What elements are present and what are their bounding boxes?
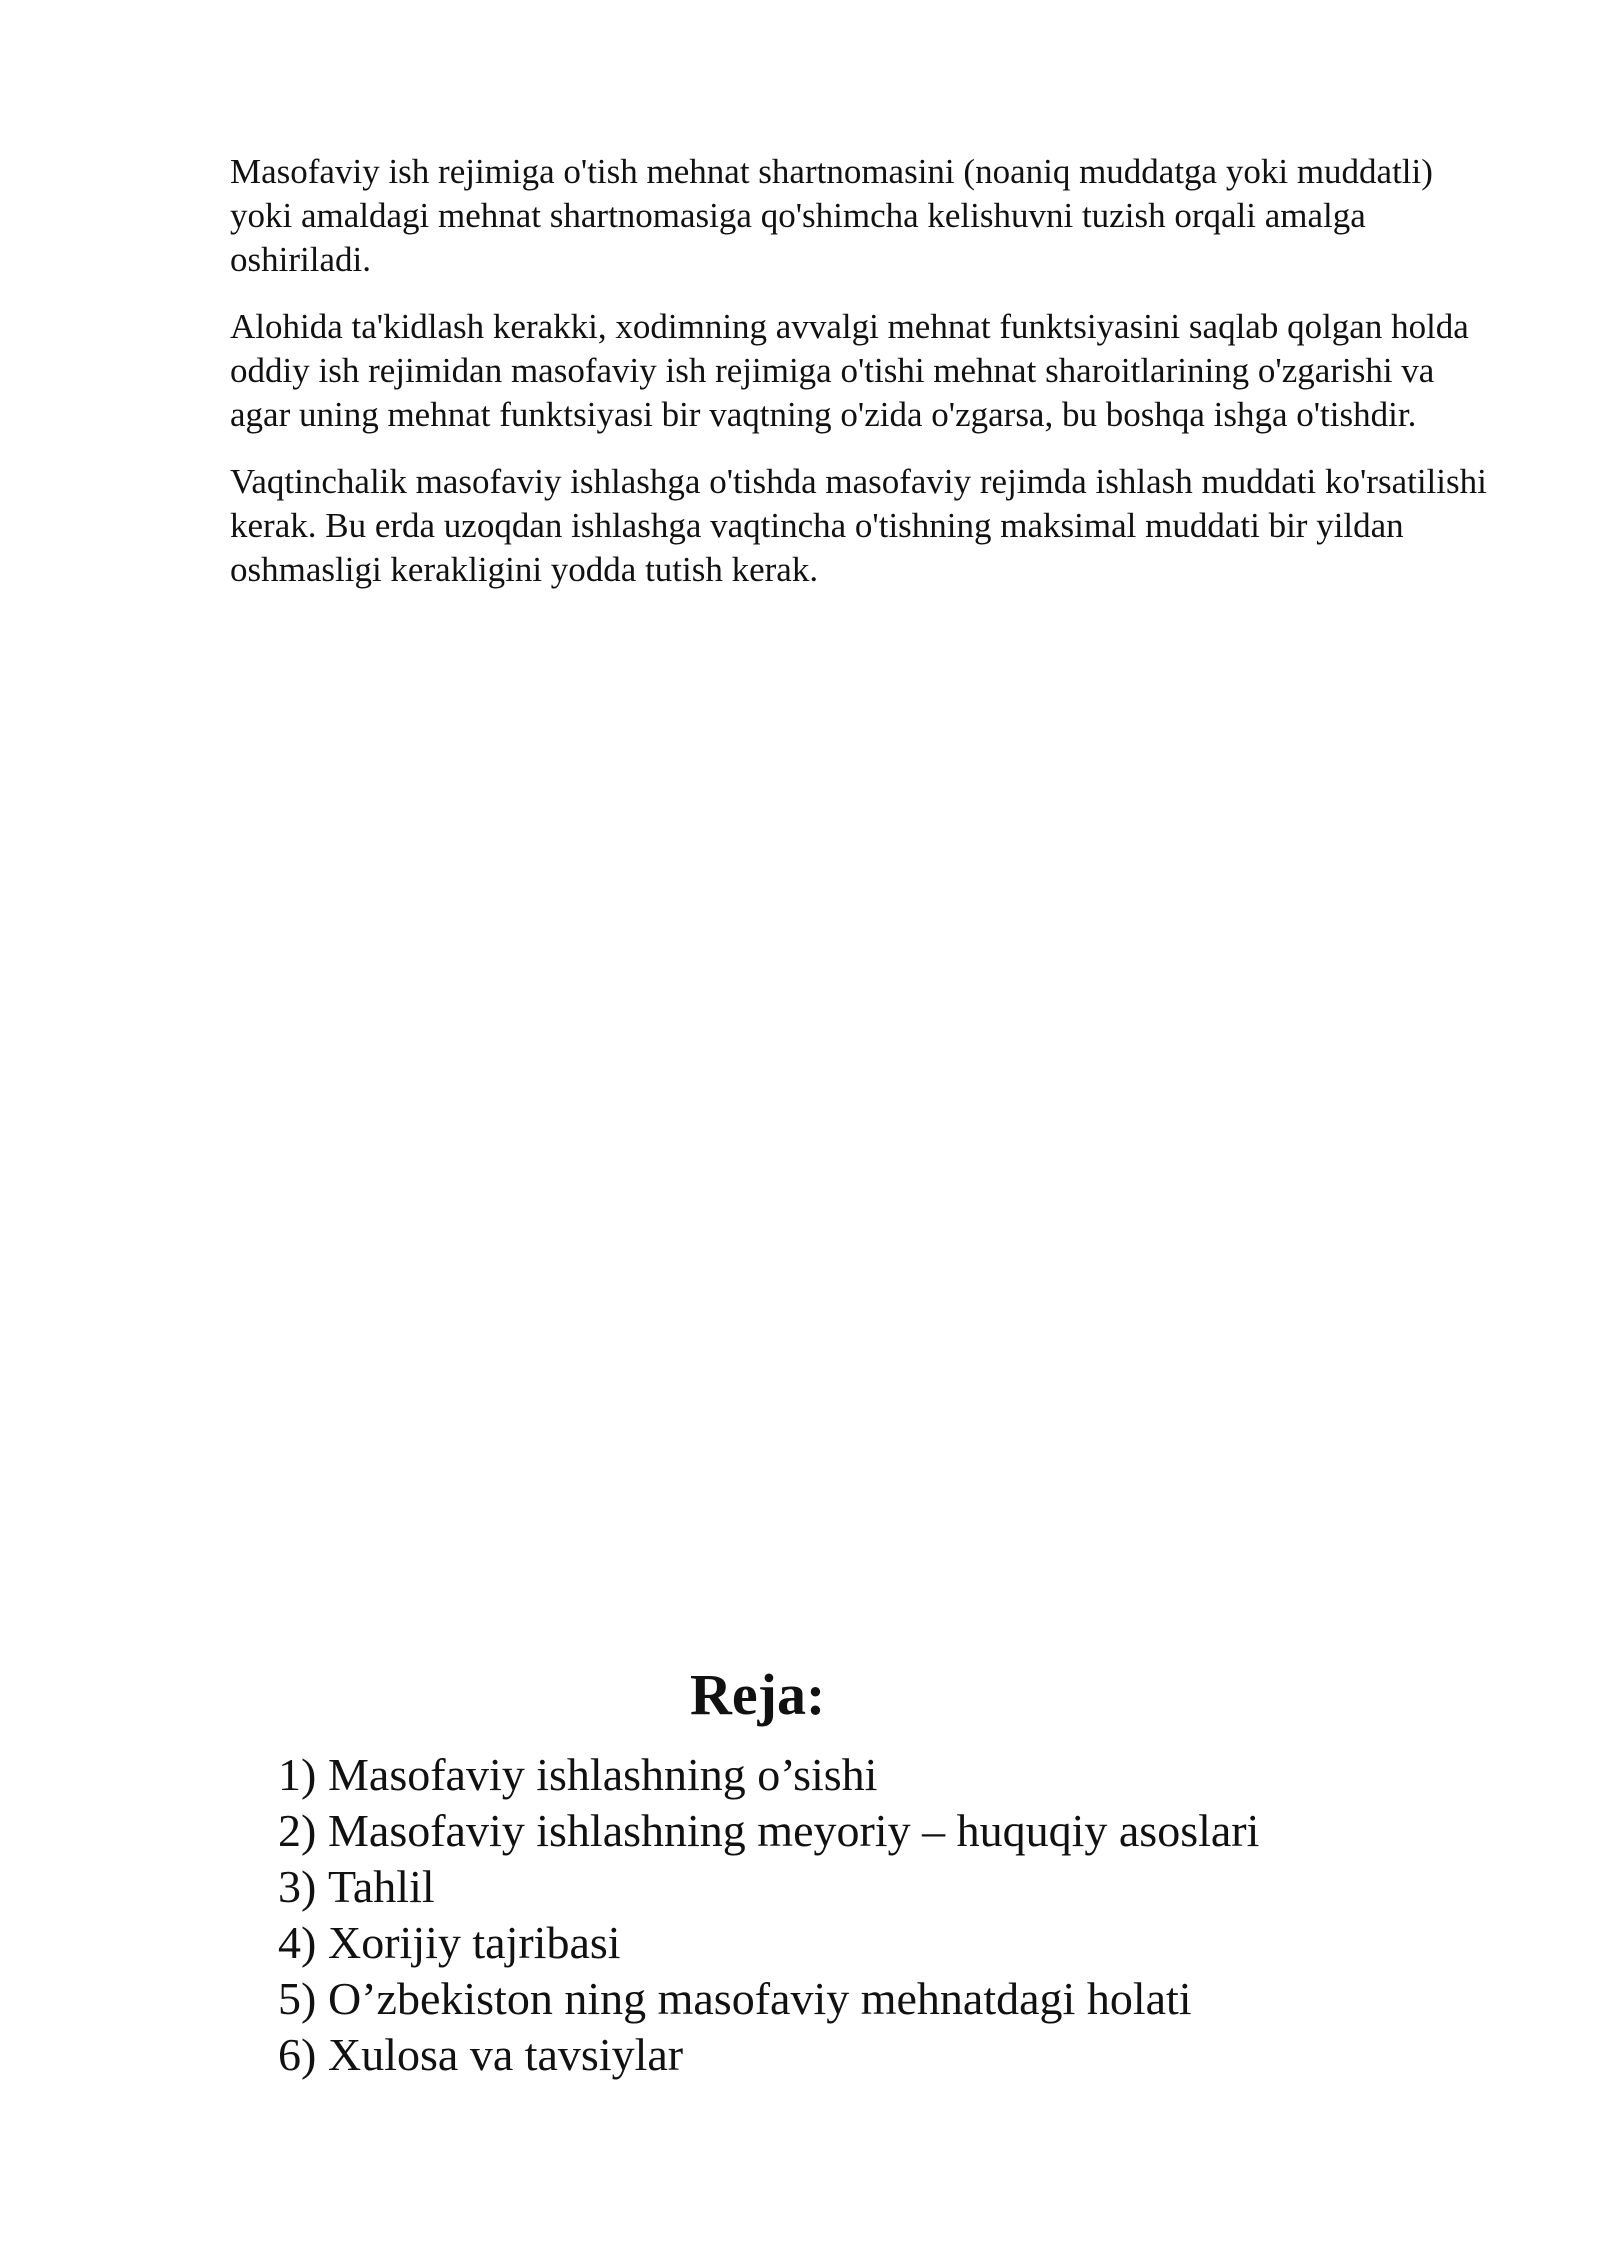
plan-item xyxy=(278,1803,1259,1859)
plan-item xyxy=(278,1859,1259,1915)
plan-item-text: O’zbekiston ning masofaviy mehnatdagi holati xyxy=(328,1973,1192,2024)
paragraph: Vaqtinchalik masofaviy ishlashga o'tishda masofaviy rejimda ishlash muddati ko'rsatilishi kerak. Bu erda uzoqdan ishlashga vaqtincha o'tishning maksimal muddati bir yildan oshmasligi kerakligini yodda tutish kerak. xyxy=(230,462,1487,589)
plan-item xyxy=(278,1971,1259,2027)
plan-item-text: Xulosa va tavsiylar xyxy=(328,2029,684,2080)
plan-item xyxy=(278,2027,1259,2083)
body-text xyxy=(230,150,1490,615)
paragraph: Alohida ta'kidlash kerakki, xodimning avvalgi mehnat funktsiyasini saqlab qolgan holda oddiy ish rejimidan masofaviy ish rejimiga o'tishi mehnat sharoitlarining o'zgarishi va agar uning mehnat funktsiyasi bir vaqtning o'zida o'zgarsa, bu boshqa ishga o'tishdir. xyxy=(230,307,1469,434)
plan-item-number: 1) xyxy=(278,1749,317,1800)
plan-item-number: 2) xyxy=(278,1805,317,1856)
plan-list xyxy=(278,1747,1259,2083)
plan-item-text: Xorijiy tajribasi xyxy=(328,1917,621,1968)
plan-title: Reja: xyxy=(690,1662,826,1727)
plan-item-number: 5) xyxy=(278,1973,317,2024)
plan-item-number: 3) xyxy=(278,1861,317,1912)
paragraph: Masofaviy ish rejimiga o'tish mehnat shartnomasini (noaniq muddatga yoki muddatli) yoki amaldagi mehnat shartnomasiga qo'shimcha kelishuvni tuzish orqali amalga oshiriladi. xyxy=(230,152,1433,279)
plan-item-text: Masofaviy ishlashning o’sishi xyxy=(328,1749,878,1800)
plan-item-number: 6) xyxy=(278,2029,317,2080)
plan-item-text: Masofaviy ishlashning meyoriy – huquqiy asoslari xyxy=(328,1805,1260,1856)
plan-item xyxy=(278,1915,1259,1971)
plan-item-number: 4) xyxy=(278,1917,317,1968)
plan-item xyxy=(278,1747,1259,1803)
plan-item-text: Tahlil xyxy=(328,1861,435,1912)
